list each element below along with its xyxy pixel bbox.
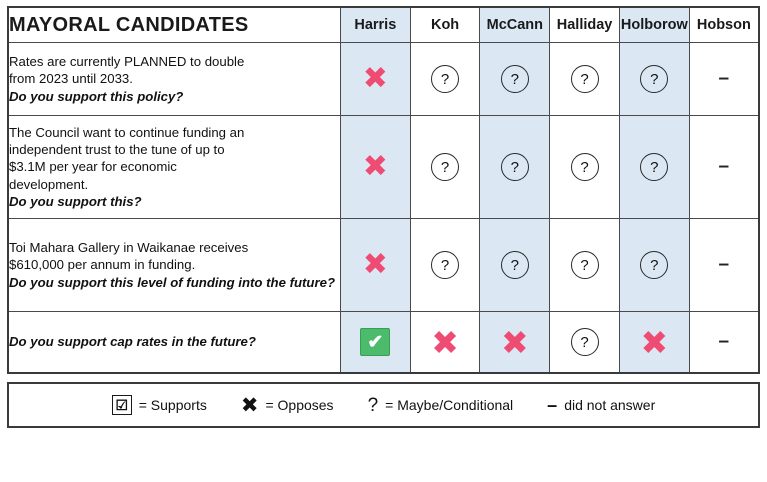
legend-item-maybe xyxy=(368,396,514,415)
page-title: MAYORAL CANDIDATES xyxy=(8,7,340,43)
column-header-koh: Koh xyxy=(410,7,480,43)
question-icon: ? xyxy=(501,251,529,279)
answer-mccann-3 xyxy=(480,219,550,312)
table-row xyxy=(8,312,759,374)
question-cell-3 xyxy=(8,219,340,312)
answer-harris-3 xyxy=(340,219,410,312)
table-row xyxy=(8,43,759,116)
question-line: The Council want to continue funding an xyxy=(9,125,245,141)
dash-icon: – xyxy=(718,156,730,177)
answer-hobson-1 xyxy=(689,43,759,116)
question-line: from 2023 until 2033. xyxy=(9,71,133,87)
answer-koh-4 xyxy=(410,312,480,374)
table-row xyxy=(8,219,759,312)
cross-icon: ✖ xyxy=(240,392,259,417)
column-header-harris: Harris xyxy=(340,7,410,43)
answer-koh-2 xyxy=(410,116,480,219)
dash-icon: – xyxy=(547,395,558,415)
dash-icon: – xyxy=(718,254,730,275)
legend-label: = Maybe/Conditional xyxy=(385,397,514,413)
answer-hobson-4 xyxy=(689,312,759,374)
question-prompt: Do you support this? xyxy=(9,193,142,209)
question-cell-1 xyxy=(8,43,340,116)
column-header-halliday: Halliday xyxy=(550,7,620,43)
answer-harris-4 xyxy=(340,312,410,374)
question-cell-2 xyxy=(8,116,340,219)
answer-holborow-1 xyxy=(619,43,689,116)
answer-hobson-3 xyxy=(689,219,759,312)
mayoral-candidates-table xyxy=(7,6,760,374)
question-prompt: Do you support this level of funding into the future? xyxy=(9,274,335,290)
question-icon: ? xyxy=(571,251,599,279)
dash-icon: – xyxy=(718,331,730,352)
question-line: $3.1M per year for economic xyxy=(9,159,177,175)
answer-halliday-4 xyxy=(550,312,620,374)
cross-icon: ✖ xyxy=(362,247,388,282)
question-icon: ? xyxy=(501,153,529,181)
column-header-hobson: Hobson xyxy=(689,7,759,43)
question-line: $610,000 per annum in funding. xyxy=(9,257,196,273)
legend-item-no-answer xyxy=(547,396,655,414)
legend-label: did not answer xyxy=(564,397,656,413)
question-line: Toi Mahara Gallery in Waikanae receives xyxy=(9,240,249,256)
legend-label: = Supports xyxy=(138,397,207,413)
answer-hobson-2 xyxy=(689,116,759,219)
answer-mccann-4 xyxy=(480,312,550,374)
answer-holborow-2 xyxy=(619,116,689,219)
question-cell-4: Do you support cap rates in the future? xyxy=(8,312,340,374)
legend-item-supports xyxy=(112,395,207,415)
question-icon: ? xyxy=(640,153,668,181)
checkbox-icon: ☑ xyxy=(112,395,132,415)
cross-icon: ✖ xyxy=(640,322,669,362)
cross-icon: ✖ xyxy=(500,322,529,362)
question-icon: ? xyxy=(367,394,379,416)
answer-halliday-2 xyxy=(550,116,620,219)
answer-koh-3 xyxy=(410,219,480,312)
candidate-policy-matrix xyxy=(0,6,767,482)
answer-halliday-3 xyxy=(550,219,620,312)
answer-harris-2 xyxy=(340,116,410,219)
question-icon: ? xyxy=(431,251,459,279)
legend-item-opposes xyxy=(240,392,334,417)
legend xyxy=(7,382,760,428)
legend-label: = Opposes xyxy=(265,397,334,413)
cross-icon: ✖ xyxy=(362,61,388,96)
question-icon: ? xyxy=(571,328,599,356)
answer-mccann-2 xyxy=(480,116,550,219)
question-icon: ? xyxy=(501,65,529,93)
question-icon: ? xyxy=(431,153,459,181)
dash-icon: – xyxy=(718,68,730,89)
question-line: Rates are currently PLANNED to double xyxy=(9,54,245,70)
question-icon: ? xyxy=(640,65,668,93)
cross-icon: ✖ xyxy=(431,322,459,362)
answer-holborow-3 xyxy=(619,219,689,312)
question-line: development. xyxy=(9,176,89,192)
question-icon: ? xyxy=(640,251,668,279)
question-line: independent trust to the tune of up to xyxy=(9,142,225,158)
answer-holborow-4 xyxy=(619,312,689,374)
cross-icon: ✖ xyxy=(362,149,388,184)
column-header-mccann: McCann xyxy=(480,7,550,43)
column-header-holborow: Holborow xyxy=(619,7,689,43)
answer-koh-1 xyxy=(410,43,480,116)
table-row xyxy=(8,116,759,219)
table-header-row xyxy=(8,7,759,43)
question-prompt: Do you support this policy? xyxy=(9,88,184,104)
check-icon: ✔ xyxy=(360,328,390,356)
answer-mccann-1 xyxy=(480,43,550,116)
question-icon: ? xyxy=(571,153,599,181)
answer-harris-1 xyxy=(340,43,410,116)
answer-halliday-1 xyxy=(550,43,620,116)
question-icon: ? xyxy=(431,65,459,93)
question-icon: ? xyxy=(571,65,599,93)
